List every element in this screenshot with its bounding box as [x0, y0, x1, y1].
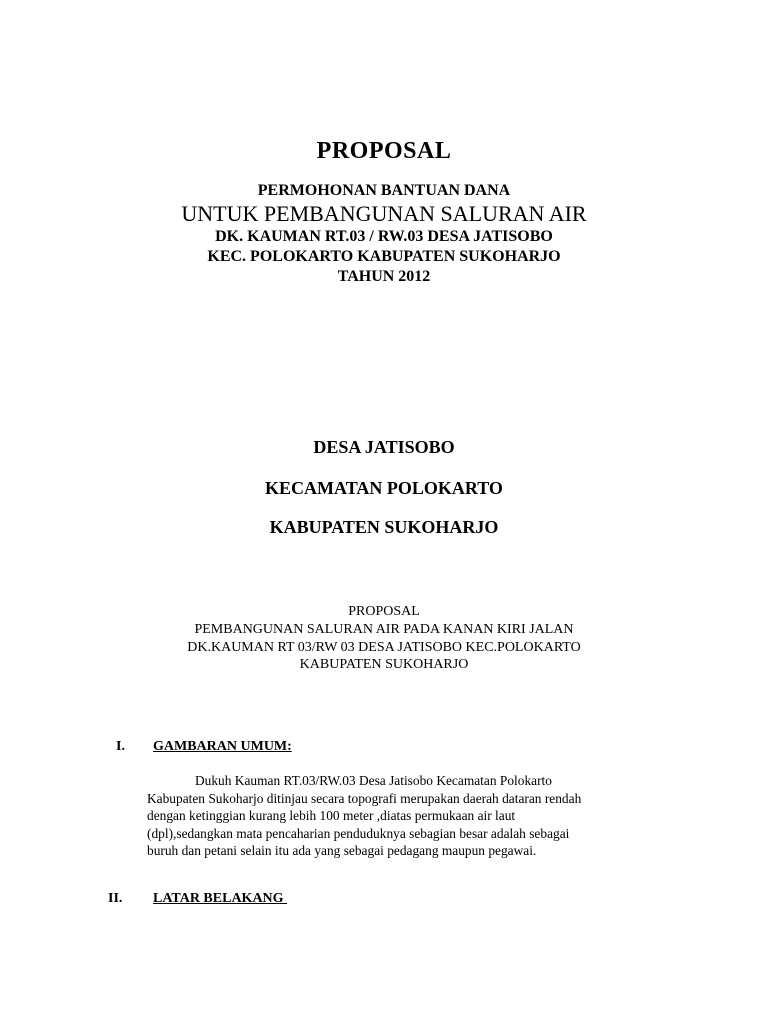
location-kecamatan: KECAMATAN POLOKARTO	[265, 478, 503, 498]
subtitle-request: PERMOHONAN BANTUAN DANA	[257, 182, 511, 199]
section-title-latar-belakang: LATAR BELAKANG	[153, 891, 288, 906]
location-kabupaten: KABUPATEN SUKOHARJO	[269, 517, 499, 537]
subtitle-year: TAHUN 2012	[337, 268, 431, 285]
section-title-gambaran-umum: GAMBARAN UMUM:	[153, 739, 292, 754]
proposal-block-line: KABUPATEN SUKOHARJO	[299, 657, 469, 672]
proposal-block-title: PROPOSAL	[348, 604, 420, 619]
paragraph-line: dengan ketinggian kurang lebih 100 meter ,diatas permukaan air laut	[147, 808, 516, 823]
subtitle-address: DK. KAUMAN RT.03 / RW.03 DESA JATISOBO	[215, 228, 553, 245]
section-paragraph	[147, 772, 667, 860]
proposal-block-line: DK.KAUMAN RT 03/RW 03 DESA JATISOBO KEC.POLOKARTO	[187, 640, 581, 655]
paragraph-line: Dukuh Kauman RT.03/RW.03 Desa Jatisobo Kecamatan Polokarto	[195, 773, 552, 788]
section-number: I.	[116, 739, 125, 754]
paragraph-line: buruh dan petani selain itu ada yang sebagai pedagang maupun pegawai.	[147, 843, 537, 858]
paragraph-line: (dpl),sedangkan mata pencaharian penduduknya sebagian besar adalah sebagai	[147, 825, 570, 841]
proposal-block-line: PEMBANGUNAN SALURAN AIR PADA KANAN KIRI JALAN	[194, 622, 574, 637]
section-number: II.	[108, 891, 123, 906]
paragraph-line: Kabupaten Sukoharjo ditinjau secara topografi merupakan daerah dataran rendah	[147, 790, 582, 806]
subtitle-district: KEC. POLOKARTO KABUPATEN SUKOHARJO	[207, 248, 561, 265]
subtitle-purpose: UNTUK PEMBANGUNAN SALURAN AIR	[181, 201, 587, 226]
document-title: PROPOSAL	[316, 138, 452, 164]
location-desa: DESA JATISOBO	[313, 437, 455, 457]
